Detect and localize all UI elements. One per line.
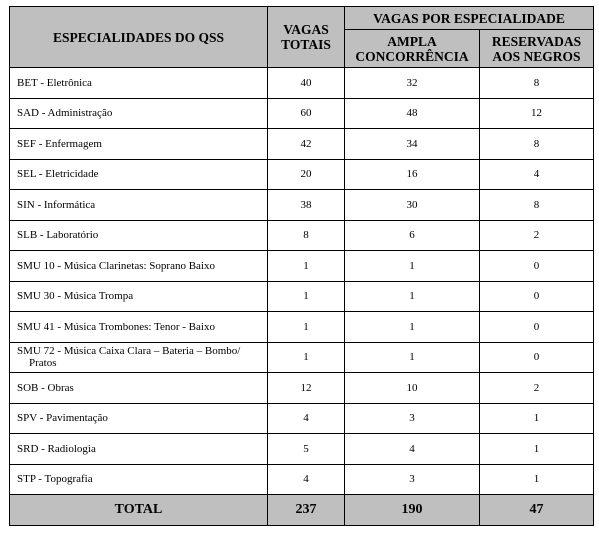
total-cell: 20 [268,159,345,190]
reserved-cell: 8 [480,68,594,99]
header-total-vacancies: VAGAS TOTAIS [268,7,345,68]
reserved-cell: 12 [480,98,594,129]
reserved-cell: 0 [480,281,594,312]
reserved-cell: 0 [480,342,594,373]
total-cell: 4 [268,403,345,434]
total-ampla-sum: 190 [345,495,480,526]
ampla-cell: 48 [345,98,480,129]
table-row [10,342,594,373]
table-row [10,281,594,312]
total-label: TOTAL [10,495,268,526]
specialty-name: SPV - Pavimentação [10,403,268,434]
reserved-cell: 1 [480,464,594,495]
specialty-name-line-1: SMU 72 - Música Caixa Clara – Bateria – Bombo/ [17,345,241,358]
reserved-cell: 4 [480,159,594,190]
table-row [10,403,594,434]
table-row [10,373,594,404]
ampla-cell: 16 [345,159,480,190]
specialty-name: SLB - Laboratório [10,220,268,251]
specialty-name: SEF - Enfermagem [10,129,268,160]
specialty-name: SMU 10 - Música Clarinetas: Soprano Baixo [10,251,268,282]
table-row [10,251,594,282]
total-cell: 4 [268,464,345,495]
table-row [10,98,594,129]
specialty-name: SIN - Informática [10,190,268,221]
total-cell: 1 [268,251,345,282]
specialty-name: BET - Eletrônica [10,68,268,99]
ampla-cell: 1 [345,281,480,312]
total-cell: 1 [268,281,345,312]
reserved-cell: 0 [480,312,594,343]
ampla-cell: 1 [345,251,480,282]
total-cell: 40 [268,68,345,99]
header-specialties: ESPECIALIDADES DO QSS [10,7,268,68]
ampla-cell: 6 [345,220,480,251]
total-cell: 1 [268,342,345,373]
total-reserved-sum: 47 [480,495,594,526]
specialty-name-line-2: Pratos [29,357,57,370]
table-row [10,464,594,495]
header-reserved: RESERVADAS AOS NEGROS [480,30,594,68]
specialty-name: SOB - Obras [10,373,268,404]
ampla-cell: 1 [345,312,480,343]
total-cell: 5 [268,434,345,465]
reserved-cell: 8 [480,190,594,221]
specialty-name: SAD - Administração [10,98,268,129]
ampla-cell: 32 [345,68,480,99]
ampla-cell: 4 [345,434,480,465]
specialty-name: SRD - Radiologia [10,434,268,465]
total-vacancies-sum: 237 [268,495,345,526]
header-by-specialty: VAGAS POR ESPECIALIDADE [345,7,594,30]
ampla-cell: 3 [345,403,480,434]
ampla-cell: 34 [345,129,480,160]
table-row [10,159,594,190]
total-cell: 60 [268,98,345,129]
ampla-cell: 30 [345,190,480,221]
specialty-name [10,342,268,373]
vacancies-table [9,6,594,526]
reserved-cell: 2 [480,373,594,404]
specialty-name: SMU 30 - Música Trompa [10,281,268,312]
total-cell: 8 [268,220,345,251]
ampla-cell: 10 [345,373,480,404]
reserved-cell: 1 [480,434,594,465]
total-cell: 12 [268,373,345,404]
reserved-cell: 1 [480,403,594,434]
total-cell: 42 [268,129,345,160]
table-row [10,190,594,221]
table-row [10,312,594,343]
header-ampla-concorrencia: AMPLA CONCORRÊNCIA [345,30,480,68]
reserved-cell: 0 [480,251,594,282]
ampla-cell: 3 [345,464,480,495]
total-cell: 38 [268,190,345,221]
table-row [10,68,594,99]
reserved-cell: 2 [480,220,594,251]
table-row [10,220,594,251]
specialty-name: SEL - Eletricidade [10,159,268,190]
table-row [10,434,594,465]
specialty-name: STP - Topografia [10,464,268,495]
total-row [10,495,594,526]
specialty-name: SMU 41 - Música Trombones: Tenor - Baixo [10,312,268,343]
ampla-cell: 1 [345,342,480,373]
total-cell: 1 [268,312,345,343]
table-row [10,129,594,160]
reserved-cell: 8 [480,129,594,160]
